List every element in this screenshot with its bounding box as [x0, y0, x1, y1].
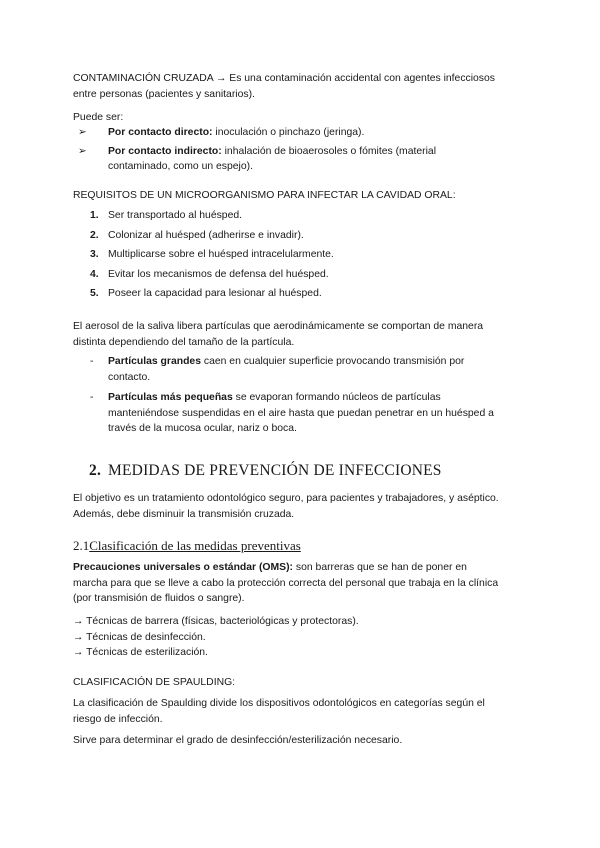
requisitos-list: [73, 208, 528, 306]
list-item: - Partículas grandes caen en cualquier superficie provocando transmisión por contacto.: [90, 356, 465, 383]
list-item: 3. Multiplicarse sobre el huésped intracelularmente.: [90, 249, 334, 260]
arrow-glyph: →: [73, 631, 84, 643]
contaminacion-paragraph: CONTAMINACIÓN CRUZADA → Es una contaminación accidental con agentes infecciosos entre personas (pacientes y sanitarios).: [73, 73, 495, 100]
spaulding-paragraph: La clasificación de Spaulding divide los dispositivos odontológicos en categorías según el riesgo de infección.: [73, 698, 485, 725]
list-item: - Partículas más pequeñas se evaporan formando núcleos de partículas manteniéndose suspendidas en el aire hasta que puedan penetrar en un huésped a través de la mucosa ocular, nariz o boca.: [90, 392, 494, 434]
list-item: ➢ Por contacto directo: inoculación o pinchazo (jeringa).: [73, 125, 528, 141]
section-2-paragraph: El objetivo es un tratamiento odontológico seguro, para pacientes y trabajadores, y aséptico. Además, debe disminuir la transmisión cruzada.: [73, 493, 499, 520]
aerosol-paragraph: El aerosol de la saliva libera partículas que aerodinámicamente se comportan de manera distinta dependiendo del tamaño de la partícula.: [73, 321, 484, 348]
section-2-1-heading: [73, 537, 528, 555]
contaminacion-label: CONTAMINACIÓN CRUZADA: [73, 73, 214, 84]
tecnicas-list: [73, 614, 528, 661]
section-2-heading: [73, 461, 528, 481]
spaulding-heading: CLASIFICACIÓN DE SPAULDING:: [73, 677, 236, 688]
list-item: → Técnicas de desinfección.: [73, 631, 206, 643]
section-number: 2.: [89, 462, 102, 479]
requisitos-heading: REQUISITOS DE UN MICROORGANISMO PARA INFECTAR LA CAVIDAD ORAL:: [73, 190, 456, 201]
particulas-list: [73, 354, 528, 437]
arrow-glyph: →: [215, 73, 227, 84]
arrow-glyph: →: [73, 647, 84, 658]
subsection-number: 2.1: [73, 538, 90, 553]
list-item: ➢ Por contacto indirecto: inhalación de bioaerosoles o fómites (material contaminado, como un espejo).: [78, 145, 437, 172]
dash-bullet: -: [90, 356, 94, 367]
section-title: MEDIDAS DE PREVENCIÓN DE INFECCIONES: [108, 462, 442, 479]
list-item: 2. Colonizar al huésped (adherirse e invadir).: [90, 229, 304, 241]
puede-ser-label: Puede ser:: [73, 112, 124, 123]
arrow-glyph: →: [73, 616, 84, 627]
spaulding-sirve-paragraph: Sirve para determinar el grado de desinfección/esterilización necesario.: [73, 735, 403, 746]
list-item: → Técnicas de barrera (físicas, bacteriológicas y protectoras).: [73, 616, 359, 627]
arrowhead-bullet-icon: ➢: [78, 127, 87, 138]
dash-bullet: -: [90, 392, 94, 403]
list-item: 5. Poseer la capacidad para lesionar al huésped.: [90, 288, 322, 299]
list-item: 4. Evitar los mecanismos de defensa del huésped.: [90, 268, 329, 280]
arrowhead-bullet-icon: ➢: [78, 145, 87, 157]
contacto-list: [73, 125, 528, 175]
precauciones-paragraph: Precauciones universales o estándar (OMS): son barreras que se han de poner en marcha para que se lleve a cabo la protección correcta del personal que trabaja en la clínica (por transmisión de fluidos o sangre).: [73, 562, 499, 604]
list-item: → Técnicas de esterilización.: [73, 647, 208, 658]
list-item: 1. Ser transportado al huésped.: [90, 210, 243, 221]
subsection-title: Clasificación de las medidas preventivas: [89, 538, 301, 553]
